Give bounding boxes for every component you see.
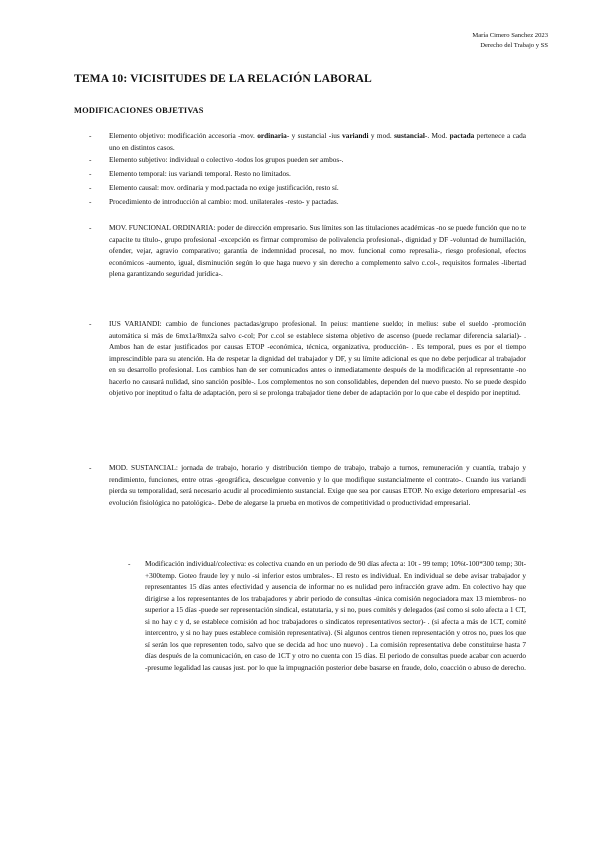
page-title: TEMA 10: VICISITUDES DE LA RELACIÓN LABORAL [74, 72, 372, 85]
list-item-elemento-causal: - Elemento causal: mov. ordinaria y mod.pactada no exige justificación, resto sí. [89, 183, 339, 192]
bullet-dash: - [89, 169, 92, 178]
page-header [472, 31, 548, 50]
list-item-elemento-temporal: - Elemento temporal: ius variandi temporal. Resto no limitados. [89, 169, 291, 178]
list-item-elemento-subjetivo: - Elemento subjetivo: individual o colectivo -todos los grupos pueden ser ambos-. [89, 155, 344, 164]
sub-item-modificacion-colectiva: - Modificación individual/colectiva: es colectiva cuando en un periodo de 90 días afecta a: 10t - 99 temp; 10%t-100*300 temp; 30t-+300temp. Goteo fraude ley y nulo -si inferior estos umbrales-. El resto es individual. En individual se debe avisar trabajador y representantes 15 días antes efectividad y ausencia de informar no es nulidad pero infracción grave adm. En colectivo hay que dirigirse a los representantes de los trabajadores y abrir periodo de consultas -única comisión negociadora max 13 miembros- no superior a 15 días -puede ser representación sindical, estatutaria, y si no, pues comités y delegados (así como si solo afecta a 1 CT, si no hay c y d, se establece comisión ad hoc trabajadores o sindicatos representativos sector)- . (si afecta a más de 1CT, comité intercentro, y si no hay pues establece comisión representativa). (Si algunos centros tienen representación y otros no, pues los que sí serán los que representen todo, salvo que se decida ad hoc uno nuevo) . La comisión representativa debe constituirse hasta 7 días después de la comunicación, en caso de 1CT y otro no cuenta con 15 días. El periodo de consultas puede acabar con acuerdo -presume legalidad las causas just. por lo que la impugnación posterior debe basarse en fraude, dolo, coacción o abuso de derecho. [128, 559, 526, 672]
header-author: María Cimero Sanchez 2023 [472, 32, 548, 39]
bullet-dash: - [89, 223, 92, 232]
bullet-dash: - [89, 183, 92, 192]
paragraph-mod-sustancial: - MOD. SUSTANCIAL: jornada de trabajo, horario y distribución tiempo de trabajo, trabajo a turnos, remuneración y cuantía, trabajo y rendimiento, funciones, entre otras -geográfica, descuelgue convenio y lo que modifique sustancialmente el contrato-. Cuando ius variandi pierda su temporalidad, será necesario acudir al procedimiento sustancial. Exige que sea por causas ETOP. No exige deterioro empresarial -es evolución fisiológica no patológica-. Debe de alegarse la prueba en motivos de competitividad o productividad empresarial. [89, 463, 526, 507]
bullet-dash: - [128, 559, 131, 568]
paragraph-mov-funcional: - MOV. FUNCIONAL ORDINARIA: poder de dirección empresario. Sus límites son las titulaciones académicas -no se puede función que no te capacite tu título-, grupo profesional -excepción es firmar compromiso de polivalencia profesional-, dignidad y DF -voluntad de humillación, ofender, vejar, agravio comparativo; garantía de indemnidad procesal, no mov. funcional como represalia-, riesgo profesional, efectos económicos -aumento, igual, disminución según lo que haga nuevo y sin derecho a complemento salvo c.col-, requisitos formales -libertad plena garantizando seguridad jurídica-. [89, 223, 526, 278]
bullet-dash: - [89, 197, 92, 206]
bullet-dash: - [89, 319, 92, 328]
header-subject: Derecho del Trabajo y SS [480, 41, 548, 49]
paragraph-ius-variandi: - IUS VARIANDI: cambio de funciones pactadas/grupo profesional. In peius: mantiene sueldo; in melius: sube el sueldo -promoción automática si más de 6mx1a/8mx2a salvo c-col; Por c.col se establece sistema objetivo de ascenso (puede reclamar diferencia salarial)- . Ambos han de estar justificados por causas ETOP -económica, técnica, organizativa, producción- . Es temporal, pues es por el tiempo imprescindible para su atención. Ha de respetar la dignidad del trabajador y DF, y su límite adicional es que no debe perjudicar al trabajador en su desarrollo profesional. Los cambios han de ser comunicados antes o inmediatamente después de la modificación al representante -no hacerlo no causará nulidad, sino sanción posible-. Los complementos no son consolidables, dependen del nuevo puesto. No se puede despido objetivo por ineptitud o falta de adaptación, pero si se prolonga trabajador tiene deber de adaptación por lo que cabe el despido por ineptitud. [89, 319, 526, 397]
bullet-dash: - [89, 131, 92, 140]
section-subtitle: MODIFICACIONES OBJETIVAS [74, 106, 204, 115]
list-item-elemento-objetivo: - Elemento objetivo: modificación accesoria -mov. ordinaria- y sustancial -ius variandi y mod. sustancial-. Mod. pactada pertenece a cada uno en distintos casos. [89, 131, 526, 152]
bullet-dash: - [89, 463, 92, 472]
bullet-dash: - [89, 155, 92, 164]
list-item-procedimiento: - Procedimiento de introducción al cambio: mod. unilaterales -resto- y pactadas. [89, 197, 339, 206]
